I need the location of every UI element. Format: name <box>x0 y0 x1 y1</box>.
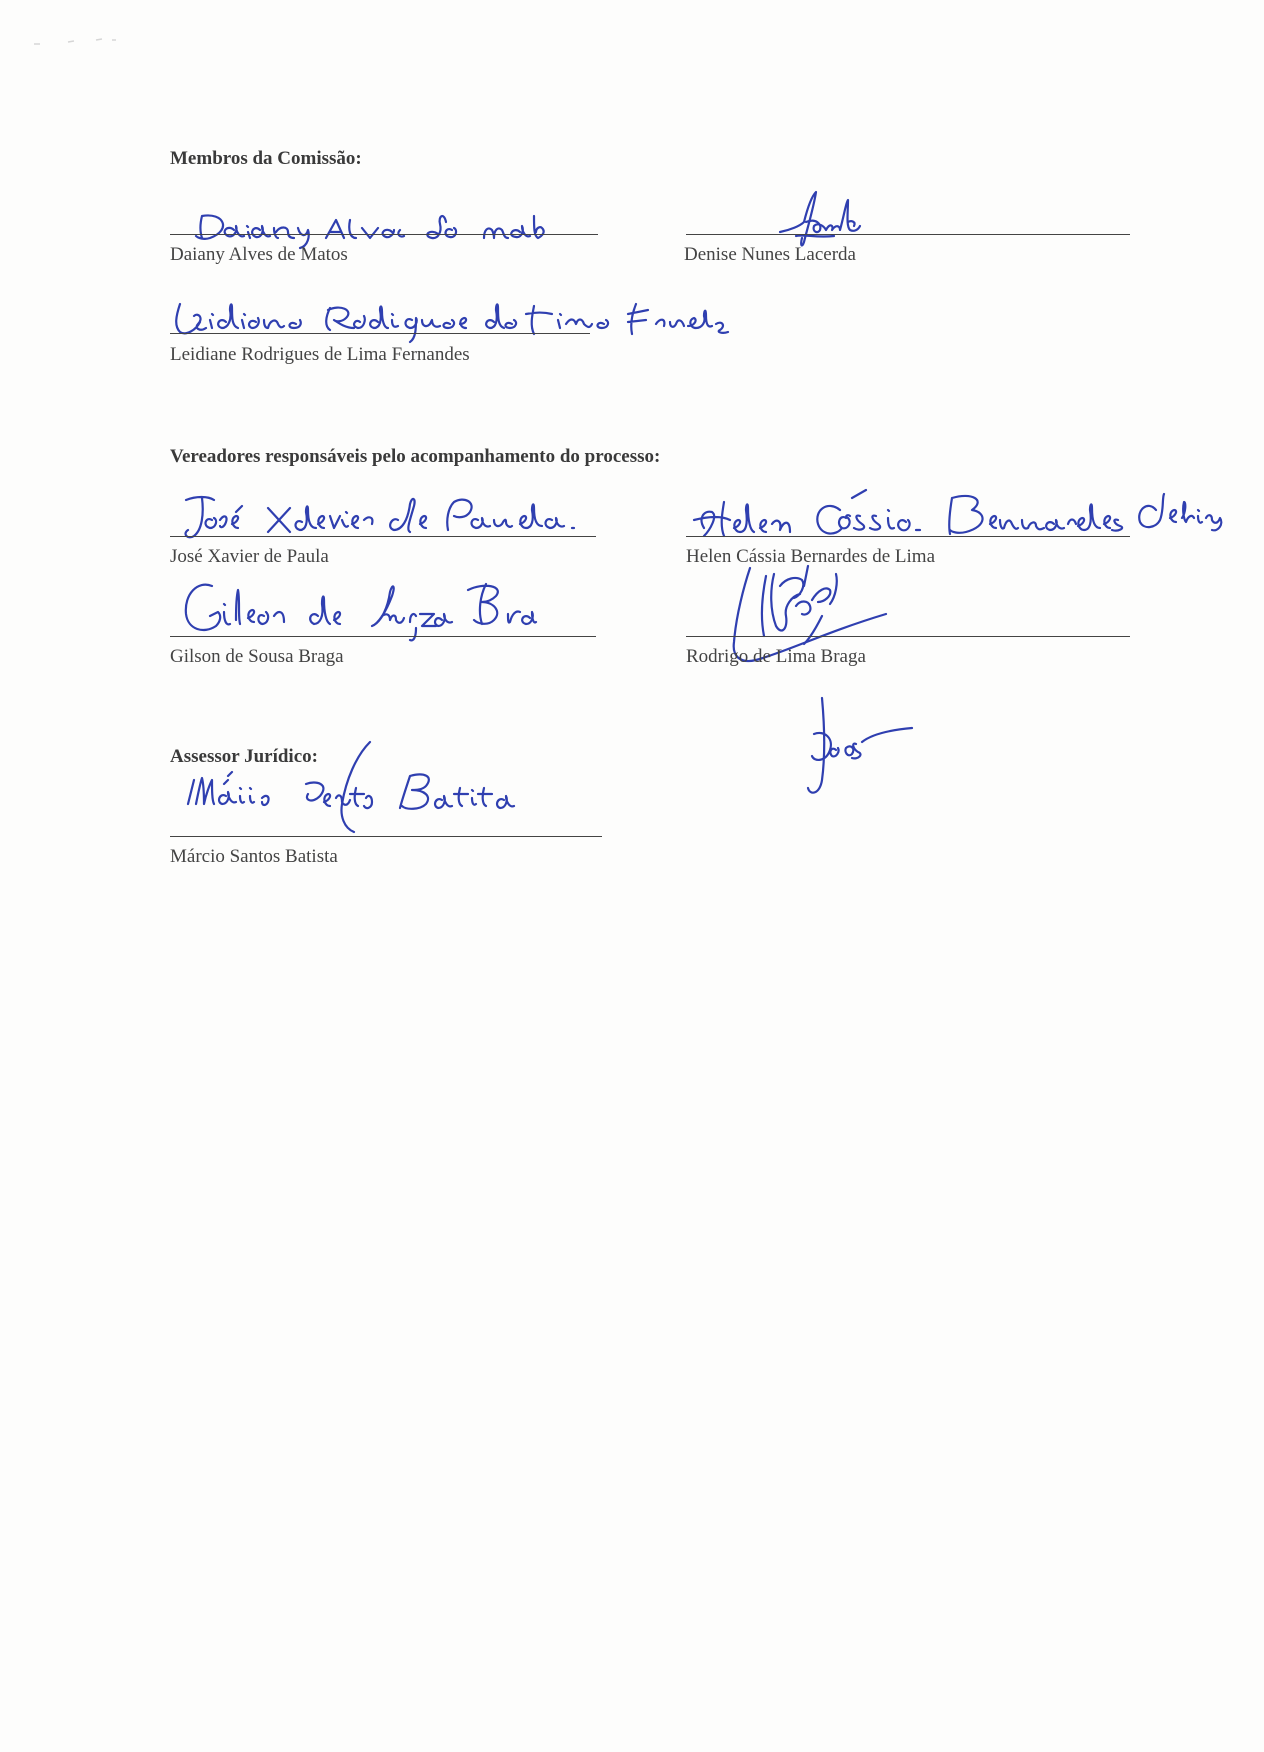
committee-heading: Membros da Comissão: <box>170 148 362 169</box>
councilors-heading: Vereadores responsáveis pelo acompanhamento do processo: <box>170 446 661 467</box>
initials-mark <box>800 690 930 806</box>
signature-marcio <box>170 736 570 856</box>
signature-line <box>170 636 596 637</box>
councilor-name: Rodrigo de Lima Braga <box>686 646 866 667</box>
committee-member-name: Daiany Alves de Matos <box>170 244 348 265</box>
signature-daiany <box>190 208 550 248</box>
signature-line <box>170 836 602 837</box>
committee-member-name: Leidiane Rodrigues de Lima Fernandes <box>170 344 470 365</box>
councilor-name: José Xavier de Paula <box>170 546 329 567</box>
councilor-name: Gilson de Sousa Braga <box>170 646 344 667</box>
legal-advisor-heading: Assessor Jurídico: <box>170 746 318 767</box>
legal-advisor-name: Márcio Santos Batista <box>170 846 338 867</box>
councilor-name: Helen Cássia Bernardes de Lima <box>686 546 936 567</box>
committee-member-name: Denise Nunes Lacerda <box>684 244 856 265</box>
signature-line <box>170 536 596 537</box>
scan-marks <box>30 36 130 48</box>
signature-jose <box>180 490 600 548</box>
signature-line <box>170 333 590 334</box>
signature-line <box>170 234 598 235</box>
signature-line <box>686 234 1130 235</box>
signature-line <box>686 636 1130 637</box>
signature-line <box>686 536 1130 537</box>
